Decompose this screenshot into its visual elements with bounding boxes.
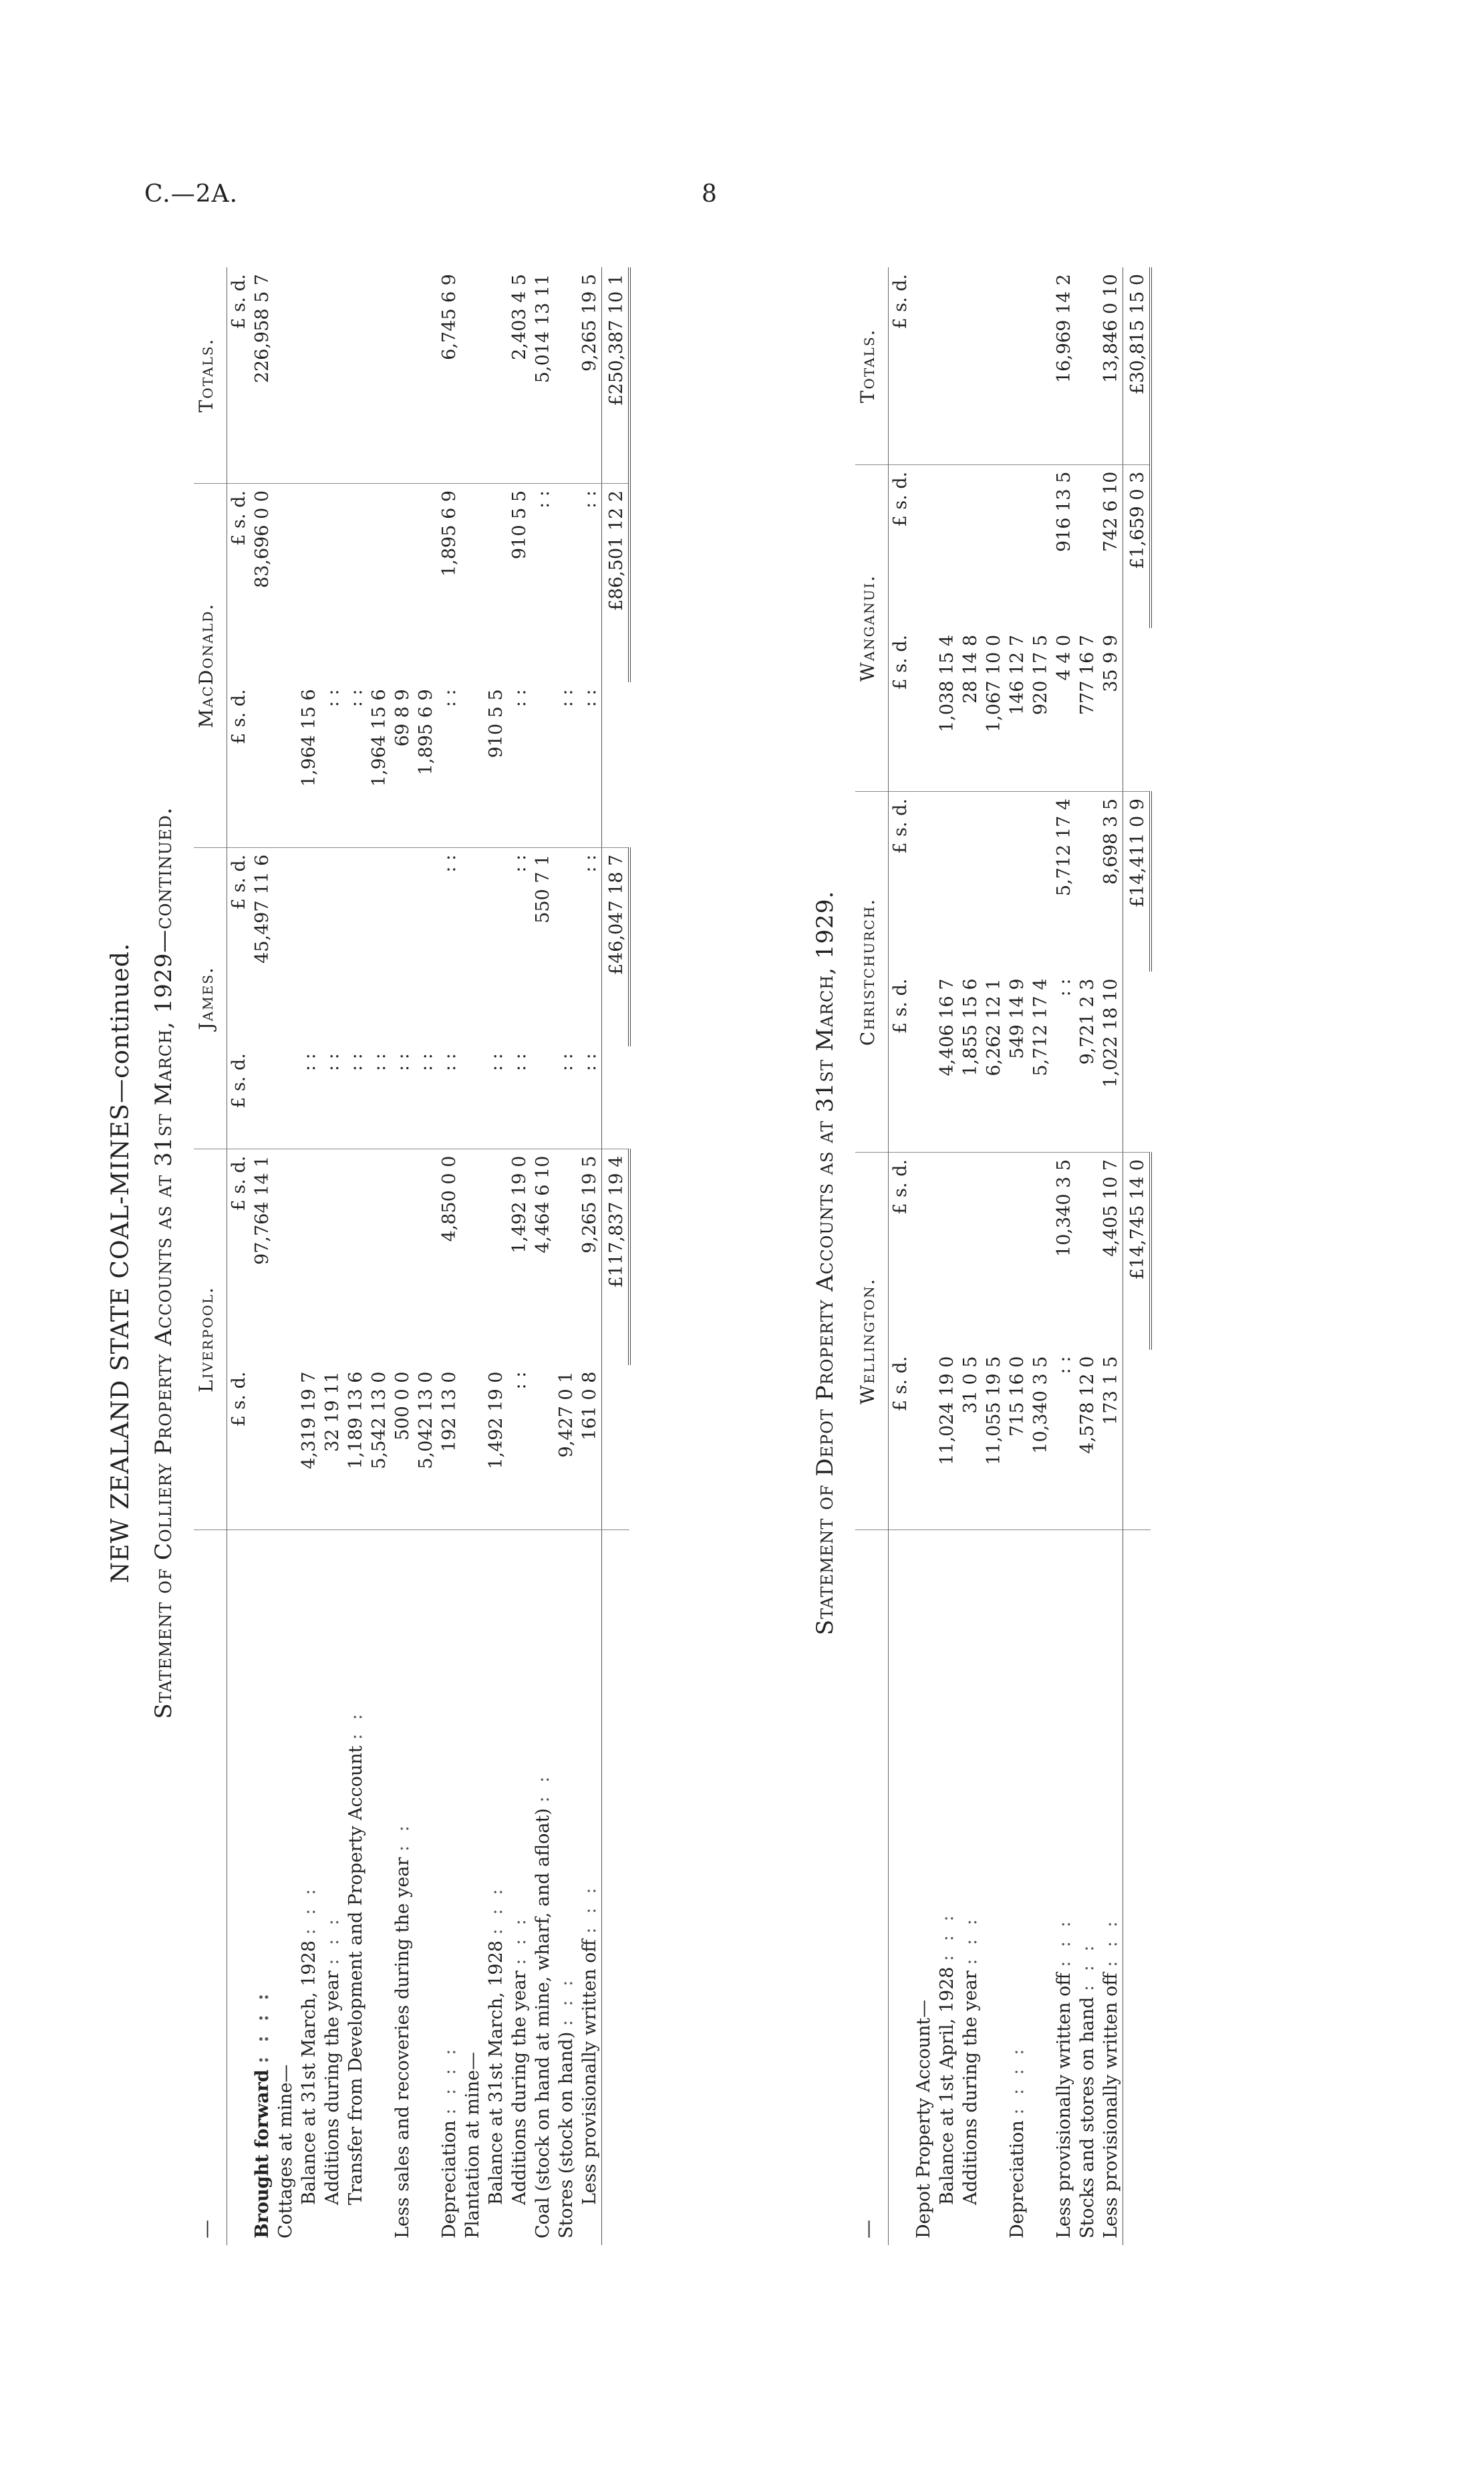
amount-cell: [1076, 464, 1099, 628]
unit-label: £ s. d.: [890, 1159, 911, 1215]
table-row: [912, 267, 935, 2245]
table-row: [274, 267, 297, 2245]
table-row: [484, 267, 508, 2245]
row-label: [531, 1530, 555, 2246]
document-code: C.—2A.: [144, 180, 239, 208]
table-row: [531, 267, 555, 2245]
colliery-statement-title: Statement of Colliery Property Accounts as at 31st March, 1929—continued.: [150, 807, 177, 1719]
amount-cell: : :: [321, 682, 344, 847]
amount-cell: : :: [508, 1365, 531, 1530]
amount-cell: : :: [579, 854, 600, 873]
amount-cell: [531, 1365, 555, 1530]
amount-cell: 1,964 15 6: [297, 682, 321, 847]
amount-cell: [461, 1046, 484, 1149]
table-row: [935, 267, 959, 2245]
amount-cell: : :: [344, 682, 367, 847]
amount-cell: 16,969 14 2: [1052, 267, 1076, 464]
amount-cell: 146 12 7: [1006, 628, 1029, 792]
amount-cell: 4,464 6 10: [533, 1155, 553, 1254]
document-title: NEW ZEALAND STATE COAL-MINES—continued.: [107, 942, 134, 1584]
col-head-totals: Totals.: [194, 267, 227, 483]
amount-cell: [982, 1152, 1006, 1349]
amount-cell: [912, 1152, 935, 1349]
amount-cell: [484, 1149, 508, 1364]
amount-cell: [1006, 464, 1029, 628]
amount-cell: 1,022 18 10: [1099, 972, 1123, 1153]
amount-cell: [367, 267, 391, 483]
table-row: [438, 267, 461, 2245]
amount-cell: [1006, 1152, 1029, 1349]
total-macdonald: £86,501 12 2: [602, 483, 630, 682]
amount-cell: 9,721 2 3: [1076, 972, 1099, 1153]
amount-cell: 5,042 13 0: [414, 1365, 438, 1530]
amount-cell: 6,745 6 9: [438, 267, 461, 483]
amount-cell: [959, 1152, 982, 1349]
amount-cell: 550 7 1: [533, 854, 553, 923]
unit-label: £ s. d.: [890, 471, 911, 527]
row-label-text: Depot Property Account—: [913, 1999, 934, 2238]
amount-cell: 6,262 12 1: [982, 972, 1006, 1153]
amount-cell: [274, 847, 297, 1046]
leader-dots: : : : :: [252, 1989, 273, 2063]
row-label-text: Additions during the year: [322, 1971, 343, 2205]
amount-cell: [484, 483, 508, 682]
amount-cell: [344, 1149, 367, 1364]
table-row: [1052, 267, 1076, 2245]
row-label: [982, 1530, 1006, 2246]
amount-cell: [321, 1149, 344, 1364]
amount-cell: 1,855 15 6: [959, 972, 982, 1153]
amount-cell: [531, 1046, 555, 1149]
amount-cell: : :: [367, 1046, 391, 1149]
unit-label: £ s. d.: [229, 854, 249, 910]
row-label: [508, 1530, 531, 2246]
amount-cell: [274, 682, 297, 847]
amount-cell: [912, 792, 935, 972]
amount-cell: : :: [484, 1046, 508, 1149]
amount-cell: 13,846 0 10: [1099, 267, 1123, 464]
amount-cell: [274, 1365, 297, 1530]
row-label-text: Less sales and recoveries during the year: [392, 1857, 413, 2238]
amount-cell: [321, 847, 344, 1046]
unit-label: £ s. d.: [229, 490, 249, 546]
amount-cell: [935, 464, 959, 628]
amount-cell: [1006, 267, 1029, 464]
row-label-text: Less provisionally written off: [579, 1939, 600, 2205]
row-label-text: Balance at 31st March, 1928: [299, 1940, 319, 2205]
row-label: [274, 1530, 297, 2246]
table-row: [461, 267, 484, 2245]
amount-cell: 31 0 5: [959, 1350, 982, 1530]
leader-dots: : : : :: [1007, 2045, 1028, 2115]
amount-cell: 1,038 15 4: [935, 628, 959, 792]
amount-cell: : :: [555, 1046, 578, 1149]
table-row: [367, 267, 391, 2245]
col-head-label: —: [194, 1530, 227, 2246]
amount-cell: : :: [508, 1046, 531, 1149]
amount-cell: 1,492 19 0: [509, 1155, 530, 1254]
amount-cell: [297, 1149, 321, 1364]
amount-cell: 910 5 5: [509, 490, 530, 559]
amount-cell: [391, 1149, 414, 1364]
amount-cell: 4,319 19 7: [297, 1365, 321, 1530]
amount-cell: 11,024 19 0: [935, 1350, 959, 1530]
amount-cell: [484, 267, 508, 483]
amount-cell: [297, 847, 321, 1046]
amount-cell: [1076, 267, 1099, 464]
row-label: [959, 1530, 982, 2246]
row-label-text: Less provisionally written off: [1100, 1973, 1121, 2238]
unit-label: £ s. d.: [227, 1365, 251, 1530]
amount-cell: : :: [344, 1046, 367, 1149]
amount-cell: 45,497 11 6: [252, 854, 273, 964]
row-label-text: Additions during the year: [960, 1971, 981, 2205]
amount-cell: [982, 267, 1006, 464]
rotated-page-content: [87, 241, 1403, 2285]
amount-cell: 1,189 13 6: [344, 1365, 367, 1530]
amount-cell: 83,696 0 0: [252, 490, 273, 588]
amount-cell: [935, 1152, 959, 1349]
amount-cell: : :: [391, 1046, 414, 1149]
amount-cell: [251, 682, 274, 847]
amount-cell: : :: [1052, 1350, 1076, 1530]
row-label-text: Plantation at mine—: [462, 2051, 483, 2238]
total-grand: £30,815 15 0: [1123, 267, 1151, 464]
row-label-text: Depreciation: [1007, 2120, 1028, 2238]
amount-cell: [274, 1046, 297, 1149]
unit-label: £ s. d.: [889, 972, 913, 1153]
row-label: [1029, 1530, 1052, 2246]
amount-cell: : :: [555, 682, 578, 847]
amount-cell: : :: [533, 490, 553, 508]
amount-cell: [274, 267, 297, 483]
amount-cell: [1006, 792, 1029, 972]
amount-cell: 1,067 10 0: [982, 628, 1006, 792]
amount-cell: 32 19 11: [321, 1365, 344, 1530]
table-row: [251, 267, 274, 2245]
row-label-text: Depreciation: [439, 2120, 460, 2238]
total-liverpool: £117,837 19 4: [602, 1149, 630, 1364]
row-label-text: Less provisionally written off: [1054, 1973, 1074, 2238]
amount-cell: 9,427 0 1: [555, 1365, 578, 1530]
table-row: [578, 267, 602, 2245]
col-head-macdonald: MacDonald.: [194, 483, 227, 847]
amount-cell: 10,340 3 5: [1054, 1159, 1074, 1257]
amount-cell: 916 13 5: [1054, 471, 1074, 552]
amount-cell: 4,406 16 7: [935, 972, 959, 1153]
amount-cell: [344, 483, 367, 682]
amount-cell: [414, 1149, 438, 1364]
unit-label: £ s. d.: [889, 1350, 913, 1530]
amount-cell: : :: [297, 1046, 321, 1149]
unit-label: £ s. d.: [227, 682, 251, 847]
col-head-christchurch: Christchurch.: [855, 792, 889, 1153]
row-label: [1099, 1530, 1123, 2246]
amount-cell: [1029, 464, 1052, 628]
amount-cell: [461, 1365, 484, 1530]
depot-property-table: [855, 267, 1152, 2245]
amount-cell: 11,055 19 5: [982, 1350, 1006, 1530]
amount-cell: 4,405 10 7: [1100, 1159, 1121, 1257]
amount-cell: 5,542 13 0: [367, 1365, 391, 1530]
amount-cell: [935, 267, 959, 464]
leader-dots: : : :: [1077, 1941, 1098, 1991]
row-label-text: Stores (stock on hand): [556, 2031, 577, 2238]
amount-cell: 10,340 3 5: [1029, 1350, 1052, 1530]
row-label: [1076, 1530, 1099, 2246]
amount-cell: [461, 267, 484, 483]
amount-cell: : :: [578, 1046, 602, 1149]
amount-cell: 5,712 17 4: [1054, 798, 1074, 897]
amount-cell: [414, 267, 438, 483]
amount-cell: [321, 483, 344, 682]
amount-cell: [1076, 792, 1099, 972]
amount-cell: 35 9 9: [1099, 628, 1123, 792]
row-label: [555, 1530, 578, 2246]
col-head-liverpool: Liverpool.: [194, 1149, 227, 1529]
amount-cell: [959, 267, 982, 464]
amount-cell: 97,764 14 1: [252, 1155, 273, 1265]
amount-cell: [391, 267, 414, 483]
col-head-totals: Totals.: [855, 267, 889, 464]
amount-cell: 1,895 6 9: [439, 490, 460, 577]
amount-cell: [912, 267, 935, 464]
amount-cell: [414, 847, 438, 1046]
amount-cell: 500 0 0: [391, 1365, 414, 1530]
amount-cell: [274, 1149, 297, 1364]
row-label: [321, 1530, 344, 2246]
amount-cell: [344, 267, 367, 483]
leader-dots: : : :: [1100, 1917, 1121, 1967]
table-row: [555, 267, 578, 2245]
amount-cell: [959, 464, 982, 628]
amount-cell: [555, 847, 578, 1046]
amount-cell: [959, 792, 982, 972]
amount-cell: [912, 972, 935, 1153]
amount-cell: [297, 267, 321, 483]
amount-cell: 2,403 4 5: [508, 267, 531, 483]
leader-dots: : : : :: [439, 2045, 460, 2115]
amount-cell: 5,712 17 4: [1029, 972, 1052, 1153]
amount-cell: : :: [321, 1046, 344, 1149]
row-label: [391, 1530, 414, 2246]
colliery-property-table: [194, 267, 631, 2245]
amount-cell: [935, 792, 959, 972]
row-label-text: Balance at 1st April, 1928: [937, 1966, 957, 2205]
row-label: [484, 1530, 508, 2246]
amount-cell: [391, 483, 414, 682]
amount-cell: [297, 483, 321, 682]
row-label: [414, 1530, 438, 2246]
amount-cell: 173 1 5: [1099, 1350, 1123, 1530]
amount-cell: [1029, 792, 1052, 972]
amount-cell: 226,958 5 7: [251, 267, 274, 483]
depot-statement-title: Statement of Depot Property Accounts as at 31st March, 1929.: [812, 890, 839, 1636]
unit-label: £ s. d.: [889, 628, 913, 792]
amount-cell: 549 14 9: [1006, 972, 1029, 1153]
row-label: [1006, 1530, 1029, 2246]
amount-cell: [391, 847, 414, 1046]
unit-label: £ s. d.: [227, 1046, 251, 1149]
amount-cell: [912, 628, 935, 792]
amount-cell: [367, 847, 391, 1046]
amount-cell: : :: [1052, 972, 1076, 1153]
amount-cell: [1029, 267, 1052, 464]
row-label-text: Additions during the year: [509, 1971, 530, 2205]
row-label: [578, 1530, 602, 2246]
amount-cell: 777 16 7: [1076, 628, 1099, 792]
row-label: [438, 1530, 461, 2246]
amount-cell: [461, 483, 484, 682]
amount-cell: 4,578 12 0: [1076, 1350, 1099, 1530]
amount-cell: [982, 792, 1006, 972]
amount-cell: [251, 1365, 274, 1530]
amount-cell: [367, 483, 391, 682]
row-label: [461, 1530, 484, 2246]
table-row: [1099, 267, 1123, 2245]
amount-cell: : :: [578, 682, 602, 847]
amount-cell: [982, 464, 1006, 628]
row-label: [344, 1530, 367, 2246]
leader-dots: : : :: [579, 1884, 600, 1934]
amount-cell: 1,964 15 6: [367, 682, 391, 847]
leader-dots: : : :: [509, 1915, 530, 1965]
table-row: [959, 267, 982, 2245]
unit-label: £ s. d.: [227, 267, 251, 483]
amount-cell: : :: [579, 490, 600, 508]
amount-cell: 1,895 6 9: [414, 682, 438, 847]
table-row: [321, 267, 344, 2245]
amount-cell: [555, 1149, 578, 1364]
page-number: 8: [702, 180, 718, 208]
colliery-rows: [251, 267, 602, 2245]
amount-cell: [461, 682, 484, 847]
amount-cell: [912, 464, 935, 628]
col-head-wanganui: Wanganui.: [855, 464, 889, 791]
col-head-wellington: Wellington.: [855, 1152, 889, 1529]
amount-cell: 920 17 5: [1029, 628, 1052, 792]
amount-cell: [344, 847, 367, 1046]
total-wanganui: £1,659 0 3: [1123, 464, 1151, 628]
row-label: [251, 1530, 274, 2246]
table-row: [344, 267, 367, 2245]
amount-cell: : :: [414, 1046, 438, 1149]
amount-cell: : :: [438, 682, 461, 847]
leader-dots: : :: [533, 1772, 553, 1803]
row-label-text: Balance at 31st March, 1928: [486, 1940, 506, 2205]
table-row: [1006, 267, 1029, 2245]
amount-cell: [367, 1149, 391, 1364]
leader-dots: : : :: [556, 1976, 577, 2026]
leader-dots: : : :: [486, 1884, 506, 1935]
amount-cell: [531, 682, 555, 847]
row-label: [297, 1530, 321, 2246]
amount-cell: [274, 483, 297, 682]
amount-cell: 910 5 5: [484, 682, 508, 847]
row-label-text: Cottages at mine—: [275, 2064, 296, 2238]
row-label: [367, 1530, 391, 2246]
amount-cell: 4,850 0 0: [439, 1155, 460, 1242]
amount-cell: [555, 267, 578, 483]
table-row: [414, 267, 438, 2245]
amount-cell: 8,698 3 5: [1100, 798, 1121, 885]
row-label: [935, 1530, 959, 2246]
amount-cell: 9,265 19 5: [579, 1155, 600, 1254]
amount-cell: 715 16 0: [1006, 1350, 1029, 1530]
row-label: [912, 1530, 935, 2246]
amount-cell: 742 6 10: [1100, 471, 1121, 552]
leader-dots: : :: [392, 1821, 413, 1852]
amount-cell: 69 8 9: [391, 682, 414, 847]
col-head-label: —: [855, 1530, 889, 2246]
total-james: £46,047 18 7: [602, 847, 630, 1046]
amount-cell: [461, 1149, 484, 1364]
leader-dots: : : :: [299, 1884, 319, 1935]
amount-cell: [1029, 1152, 1052, 1349]
amount-cell: 192 13 0: [438, 1365, 461, 1530]
unit-label: £ s. d.: [889, 267, 913, 464]
amount-cell: [912, 1350, 935, 1530]
leader-dots: : : :: [937, 1911, 957, 1961]
row-label-text: Stocks and stores on hand: [1077, 1997, 1098, 2238]
unit-label: £ s. d.: [229, 1155, 249, 1211]
amount-cell: 161 0 8: [578, 1365, 602, 1530]
amount-cell: : :: [508, 682, 531, 847]
leader-dots: : :: [345, 1709, 366, 1740]
amount-cell: [461, 847, 484, 1046]
depot-rows: [912, 267, 1123, 2245]
amount-cell: [414, 483, 438, 682]
leader-dots: : : :: [1054, 1917, 1074, 1967]
table-row: [1076, 267, 1099, 2245]
row-label-text: Brought forward: [252, 2069, 273, 2238]
table-row: [297, 267, 321, 2245]
total-christchurch: £14,411 0 9: [1123, 792, 1151, 972]
amount-cell: 4 4 0: [1052, 628, 1076, 792]
amount-cell: 5,014 13 11: [531, 267, 555, 483]
amount-cell: [251, 1046, 274, 1149]
leader-dots: : : :: [322, 1915, 343, 1965]
amount-cell: 28 14 8: [959, 628, 982, 792]
row-label-text: Transfer from Development and Property Account: [345, 1745, 366, 2205]
amount-cell: : :: [509, 854, 530, 873]
amount-cell: : :: [438, 1046, 461, 1149]
amount-cell: [555, 483, 578, 682]
amount-cell: [484, 847, 508, 1046]
amount-cell: : :: [439, 854, 460, 873]
amount-cell: [321, 267, 344, 483]
amount-cell: 1,492 19 0: [484, 1365, 508, 1530]
col-head-james: James.: [194, 847, 227, 1149]
row-label: [1052, 1530, 1076, 2246]
total-grand: £250,387 10 1: [602, 267, 630, 483]
leader-dots: : : :: [960, 1915, 981, 1965]
total-wellington: £14,745 14 0: [1123, 1152, 1151, 1349]
table-row: [508, 267, 531, 2245]
table-row: [1029, 267, 1052, 2245]
table-row: [982, 267, 1006, 2245]
row-label-text: Coal (stock on hand at mine, wharf, and afloat): [533, 1808, 553, 2238]
unit-label: £ s. d.: [890, 798, 911, 854]
amount-cell: 9,265 19 5: [578, 267, 602, 483]
table-row: [391, 267, 414, 2245]
amount-cell: [1076, 1152, 1099, 1349]
